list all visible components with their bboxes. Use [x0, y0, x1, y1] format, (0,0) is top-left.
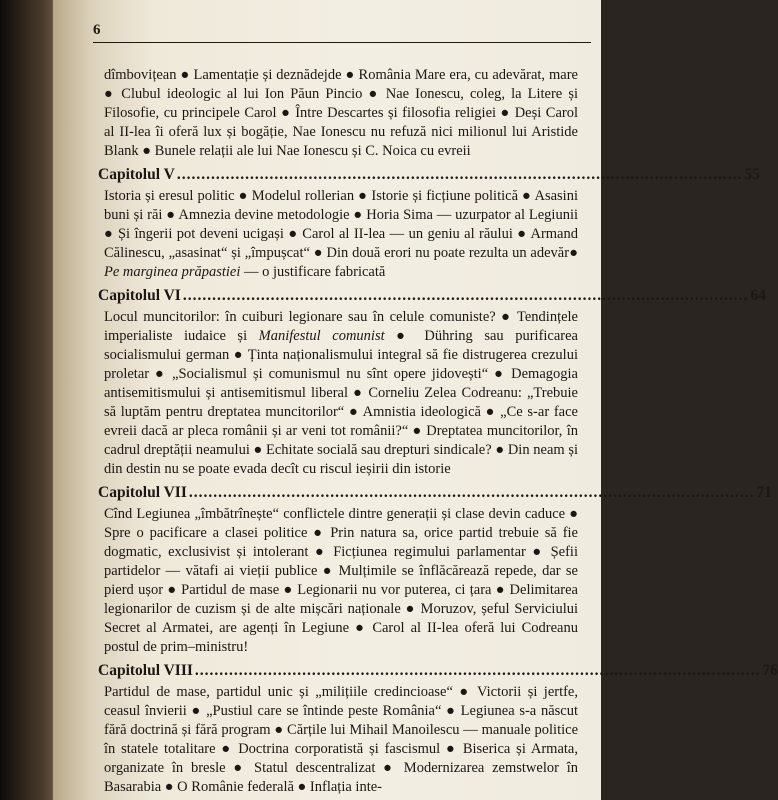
intro-block — [98, 66, 578, 161]
summary-part: Partidul de mase, partidul unic și „milițiile credincioase“ ● Victorii și jertfe, ceasul învierii ● „Pustiul care se întinde peste România“ ● Legiunea s-a născut fără doctrină și fără program ● Cărțile lui Mihail Manoilescu — manuale politice în statele totalitare ● Doctrina corporatistă și fascismul ● Biserica și Armata, organizate în bresle ● Statul descentralizat ● Modernizarea zemstwelor în Basarabia ● O Românie federală ● Inflația inte- — [104, 684, 578, 795]
chapter-summary-text — [98, 683, 578, 797]
summary-italic: Manifestul comunist — [258, 328, 385, 344]
chapter-summary-text — [98, 505, 578, 657]
leader-dots: .................................................................................................................... — [176, 166, 743, 183]
chapter-heading — [98, 165, 760, 184]
chapter-page: 76 — [762, 662, 778, 679]
chapter-summary — [98, 308, 578, 479]
summary-part: Locul muncitorilor: în cuiburi legionare sau în celule comuniste? ● Tendințele imperialiste iudaice și — [104, 309, 578, 344]
chapter-summary-text — [98, 308, 578, 479]
leader-dots: .................................................................................................................... — [188, 484, 755, 501]
table-of-contents — [98, 66, 778, 797]
chapter-title: Capitolul VII — [98, 484, 187, 501]
chapter-page: 64 — [750, 287, 766, 304]
chapter-title: Capitolul VIII — [98, 662, 193, 679]
chapter-page: 71 — [756, 484, 772, 501]
summary-italic: Pe marginea prăpastiei — [104, 264, 241, 280]
chapter-title: Capitolul V — [98, 166, 175, 183]
leader-dots: .................................................................................................................... — [194, 662, 761, 679]
intro-text: dîmbovițean ● Lamentație și deznădejde ● România Mare era, cu adevărat, mare ● Clubul ideologic al lui Ion Păun Pincio ● Nae Ionescu, coleg, la Litere și Filosofie, cu principele Carol ● Între Descartes și filosofia religiei ● Deși Carol al II-lea îi oferă lux și bogăție, Nae Ionescu nu refuză nici milionul lui Aristide Blank ● Bunele relații ale lui Nae Ionescu și C. Noica cu evreii — [104, 67, 578, 159]
chapter-summary — [98, 505, 578, 657]
chapter-summary-text — [98, 187, 578, 282]
chapter-heading — [98, 661, 778, 680]
leader-dots: .................................................................................................................... — [182, 287, 749, 304]
summary-part: — o justificare fabricată — [240, 264, 386, 280]
summary-part: Cînd Legiunea „îmbătrînește“ conflictele dintre generații și clase devin caduce ● Spre o pacificare a clasei politice ● Prin natura sa, orice partid trebuie să fie dogmatic, exclusivist și intolerant ● Ficțiunea regimului parlamentar ● Șefii partidelor — vătafi ai vieții publice ● Mulțimile se înflăcărează repede, dar se pierd ușor ● Partidul de mase ● Legionarii nu vor puterea, ci țara ● Delimitarea legionarilor de cuzism și de alte mișcări naționale ● Moruzov, șeful Serviciului Secret al Armatei, are agenți în Legiune ● Carol al II-lea oferă lui Codreanu postul de prim–ministru! — [104, 506, 578, 655]
chapter-summary — [98, 187, 578, 282]
chapter-summary — [98, 683, 578, 797]
header-rule — [93, 42, 591, 43]
chapter-heading — [98, 286, 766, 305]
summary-part: ● Dühring sau purificarea socialismului german ● Ținta naționalismului integral să fie distrugerea crezului proletar ● „Socialismul și comunismul nu sînt opere jidovești“ ● Demagogia antisemitismului și antisemitismul liberal ● Corneliu Zelea Codreanu: „Trebuie să luptăm pentru dreptatea muncitorilor“ ● Amnistia ideologică ● „Ce s-ar face evreii dacă ar pleca românii și ar veni tot românii?“ ● Dreptatea muncitorilor, în cadrul dreptății neamului ● Echitate socială sau drepturi sindicale? ● Din neam și din destin nu se poate evada decît cu riscul ieșirii din istorie — [104, 328, 578, 477]
chapter-heading — [98, 483, 772, 502]
page-number: 6 — [93, 22, 101, 38]
chapter-page: 55 — [744, 166, 760, 183]
book-page — [52, 0, 778, 800]
summary-part: Istoria și eresul politic ● Modelul rollerian ● Istorie și ficțiune politică ● Asasini buni și răi ● Amnezia devine metodologie ● Horia Sima — uzurpator al Legiunii ● Și îngerii pot deveni ucigași ● Carol al II-lea — un geniu al răului ● Armand Călinescu, „asasinat“ și „împușcat“ ● Din două erori nu poate rezulta un adevăr● — [104, 188, 578, 261]
chapter-title: Capitolul VI — [98, 287, 181, 304]
